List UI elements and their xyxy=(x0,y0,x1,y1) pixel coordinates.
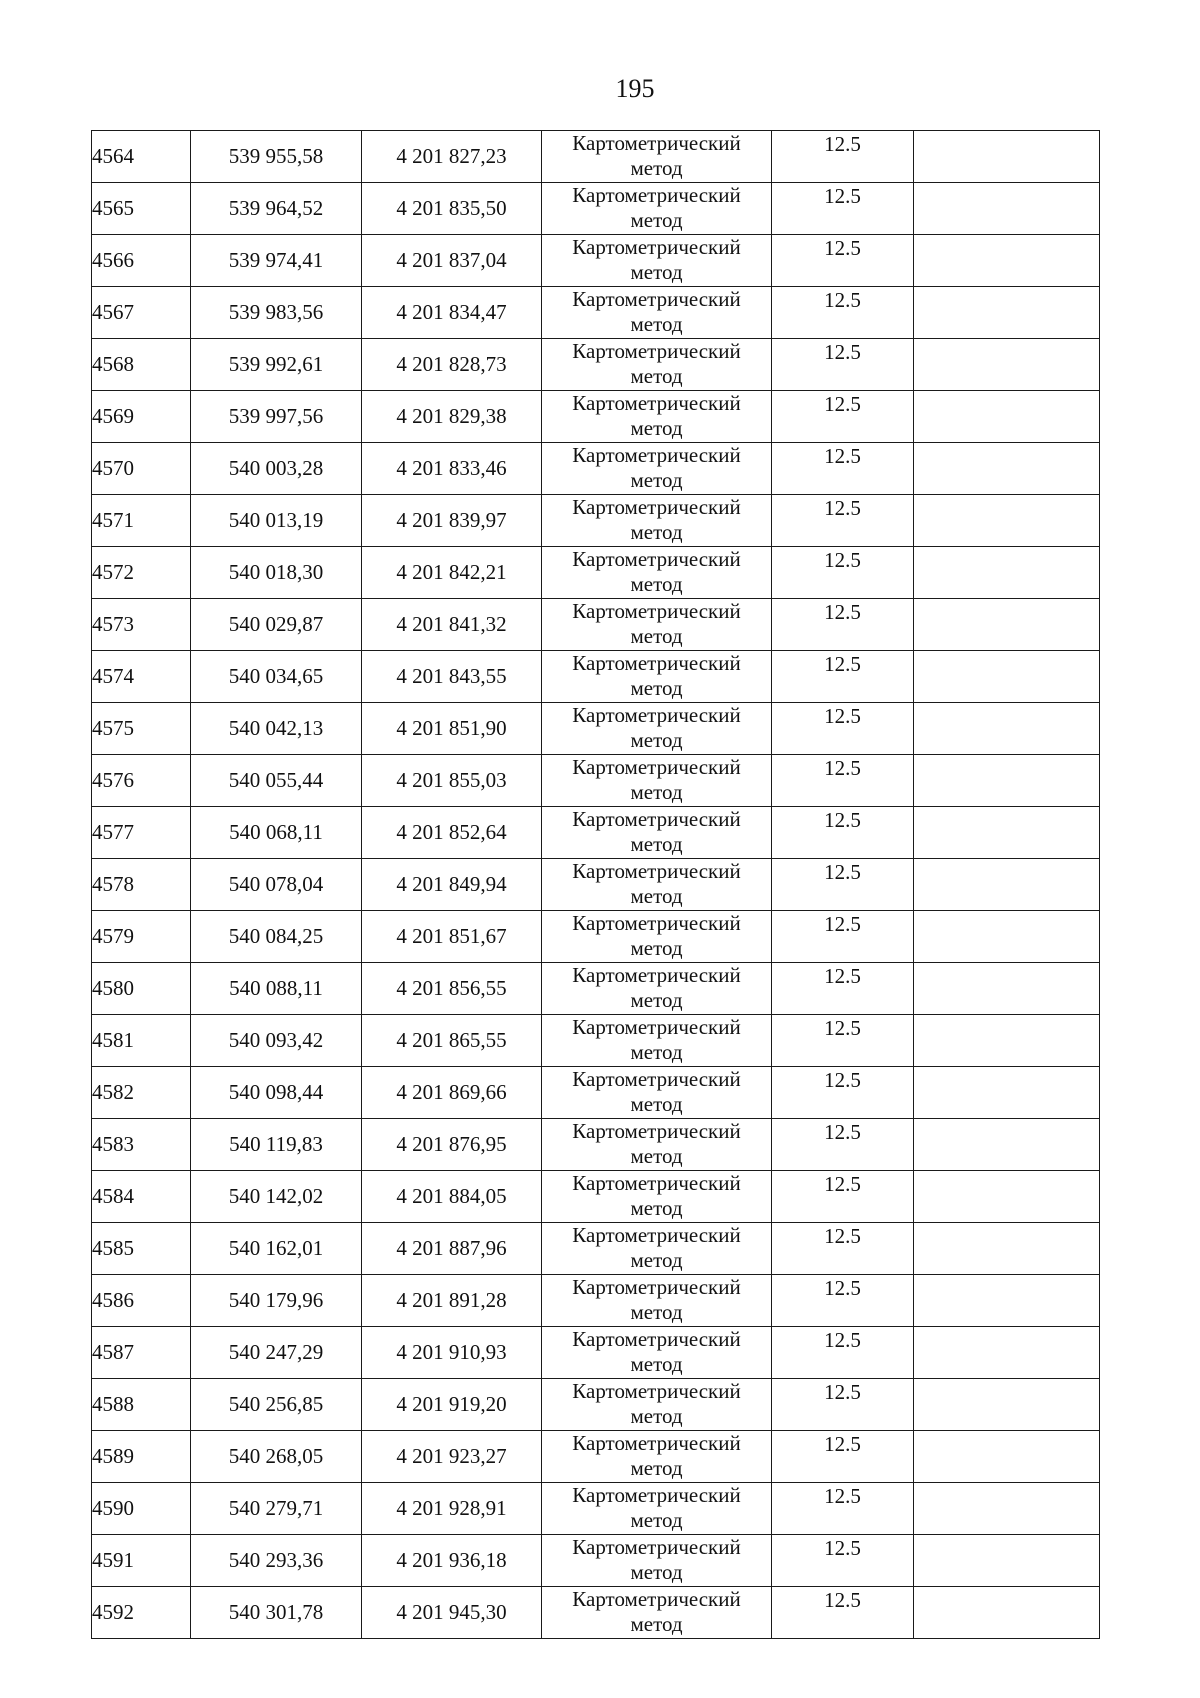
table-row xyxy=(92,1431,1100,1483)
method-line-1: Картометрический xyxy=(572,1483,741,1507)
table-row xyxy=(92,339,1100,391)
x-coordinate-cell: 540 119,83 xyxy=(191,1119,362,1171)
method-line-1: Картометрический xyxy=(572,391,741,415)
method-line-2: метод xyxy=(630,1196,683,1220)
method-line-1: Картометрический xyxy=(572,443,741,467)
method-line-2: метод xyxy=(630,988,683,1012)
page-number: 195 xyxy=(615,74,655,103)
x-coordinate-cell: 540 042,13 xyxy=(191,703,362,755)
description-cell xyxy=(914,1223,1100,1275)
accuracy-cell: 12.5 xyxy=(772,703,914,755)
method-cell xyxy=(542,1015,772,1067)
method-line-2: метод xyxy=(630,1456,683,1480)
table-row xyxy=(92,1483,1100,1535)
method-line-1: Картометрический xyxy=(572,235,741,259)
accuracy-cell: 12.5 xyxy=(772,1431,914,1483)
x-coordinate-cell: 540 034,65 xyxy=(191,651,362,703)
method-line-2: метод xyxy=(630,312,683,336)
y-coordinate-cell: 4 201 827,23 xyxy=(362,131,542,183)
y-coordinate-cell: 4 201 839,97 xyxy=(362,495,542,547)
x-coordinate-cell: 539 992,61 xyxy=(191,339,362,391)
method-cell xyxy=(542,1119,772,1171)
coordinates-table xyxy=(91,130,1100,1639)
accuracy-cell: 12.5 xyxy=(772,131,914,183)
accuracy-cell: 12.5 xyxy=(772,911,914,963)
x-coordinate-cell: 540 162,01 xyxy=(191,1223,362,1275)
x-coordinate-cell: 540 256,85 xyxy=(191,1379,362,1431)
description-cell xyxy=(914,495,1100,547)
table-row xyxy=(92,1535,1100,1587)
point-number-cell: 4581 xyxy=(92,1015,191,1067)
accuracy-cell: 12.5 xyxy=(772,339,914,391)
method-cell xyxy=(542,1171,772,1223)
x-coordinate-cell: 540 247,29 xyxy=(191,1327,362,1379)
x-coordinate-cell: 540 088,11 xyxy=(191,963,362,1015)
method-line-1: Картометрический xyxy=(572,807,741,831)
method-line-2: метод xyxy=(630,936,683,960)
x-coordinate-cell: 540 078,04 xyxy=(191,859,362,911)
description-cell xyxy=(914,755,1100,807)
method-line-2: метод xyxy=(630,416,683,440)
method-line-2: метод xyxy=(630,1560,683,1584)
table-row xyxy=(92,703,1100,755)
point-number-cell: 4569 xyxy=(92,391,191,443)
point-number-cell: 4573 xyxy=(92,599,191,651)
y-coordinate-cell: 4 201 855,03 xyxy=(362,755,542,807)
method-cell xyxy=(542,807,772,859)
point-number-cell: 4575 xyxy=(92,703,191,755)
x-coordinate-cell: 540 055,44 xyxy=(191,755,362,807)
accuracy-cell: 12.5 xyxy=(772,1587,914,1639)
y-coordinate-cell: 4 201 841,32 xyxy=(362,599,542,651)
point-number-cell: 4580 xyxy=(92,963,191,1015)
table-row xyxy=(92,547,1100,599)
method-line-2: метод xyxy=(630,1300,683,1324)
accuracy-cell: 12.5 xyxy=(772,1119,914,1171)
method-line-1: Картометрический xyxy=(572,1015,741,1039)
description-cell xyxy=(914,235,1100,287)
method-line-1: Картометрический xyxy=(572,651,741,675)
table-row xyxy=(92,443,1100,495)
y-coordinate-cell: 4 201 829,38 xyxy=(362,391,542,443)
method-line-2: метод xyxy=(630,1248,683,1272)
y-coordinate-cell: 4 201 945,30 xyxy=(362,1587,542,1639)
description-cell xyxy=(914,1275,1100,1327)
method-cell xyxy=(542,1535,772,1587)
point-number-cell: 4591 xyxy=(92,1535,191,1587)
method-cell xyxy=(542,651,772,703)
method-line-1: Картометрический xyxy=(572,1379,741,1403)
method-cell xyxy=(542,703,772,755)
method-cell xyxy=(542,1431,772,1483)
x-coordinate-cell: 540 068,11 xyxy=(191,807,362,859)
table-row xyxy=(92,859,1100,911)
table-row xyxy=(92,391,1100,443)
table-row xyxy=(92,651,1100,703)
point-number-cell: 4576 xyxy=(92,755,191,807)
accuracy-cell: 12.5 xyxy=(772,1327,914,1379)
method-line-2: метод xyxy=(630,572,683,596)
coordinates-table-body xyxy=(92,131,1100,1639)
y-coordinate-cell: 4 201 849,94 xyxy=(362,859,542,911)
description-cell xyxy=(914,1483,1100,1535)
point-number-cell: 4572 xyxy=(92,547,191,599)
method-cell xyxy=(542,547,772,599)
accuracy-cell: 12.5 xyxy=(772,1015,914,1067)
table-row xyxy=(92,1587,1100,1639)
y-coordinate-cell: 4 201 876,95 xyxy=(362,1119,542,1171)
accuracy-cell: 12.5 xyxy=(772,547,914,599)
description-cell xyxy=(914,287,1100,339)
accuracy-cell: 12.5 xyxy=(772,1275,914,1327)
method-cell xyxy=(542,1067,772,1119)
x-coordinate-cell: 540 098,44 xyxy=(191,1067,362,1119)
table-row xyxy=(92,1067,1100,1119)
table-row xyxy=(92,1275,1100,1327)
method-line-1: Картометрический xyxy=(572,1119,741,1143)
table-row xyxy=(92,911,1100,963)
point-number-cell: 4584 xyxy=(92,1171,191,1223)
point-number-cell: 4571 xyxy=(92,495,191,547)
method-line-1: Картометрический xyxy=(572,1067,741,1091)
method-line-2: метод xyxy=(630,260,683,284)
x-coordinate-cell: 540 268,05 xyxy=(191,1431,362,1483)
description-cell xyxy=(914,547,1100,599)
description-cell xyxy=(914,1379,1100,1431)
accuracy-cell: 12.5 xyxy=(772,807,914,859)
method-line-1: Картометрический xyxy=(572,1587,741,1611)
method-line-2: метод xyxy=(630,208,683,232)
y-coordinate-cell: 4 201 923,27 xyxy=(362,1431,542,1483)
method-line-1: Картометрический xyxy=(572,339,741,363)
y-coordinate-cell: 4 201 852,64 xyxy=(362,807,542,859)
y-coordinate-cell: 4 201 842,21 xyxy=(362,547,542,599)
y-coordinate-cell: 4 201 834,47 xyxy=(362,287,542,339)
x-coordinate-cell: 539 983,56 xyxy=(191,287,362,339)
description-cell xyxy=(914,391,1100,443)
accuracy-cell: 12.5 xyxy=(772,599,914,651)
point-number-cell: 4589 xyxy=(92,1431,191,1483)
description-cell xyxy=(914,703,1100,755)
accuracy-cell: 12.5 xyxy=(772,391,914,443)
method-line-1: Картометрический xyxy=(572,183,741,207)
point-number-cell: 4579 xyxy=(92,911,191,963)
method-line-1: Картометрический xyxy=(572,131,741,155)
accuracy-cell: 12.5 xyxy=(772,183,914,235)
point-number-cell: 4578 xyxy=(92,859,191,911)
y-coordinate-cell: 4 201 928,91 xyxy=(362,1483,542,1535)
method-cell xyxy=(542,599,772,651)
accuracy-cell: 12.5 xyxy=(772,1535,914,1587)
method-cell xyxy=(542,1379,772,1431)
method-line-2: метод xyxy=(630,1144,683,1168)
table-row xyxy=(92,963,1100,1015)
x-coordinate-cell: 539 974,41 xyxy=(191,235,362,287)
x-coordinate-cell: 540 029,87 xyxy=(191,599,362,651)
description-cell xyxy=(914,1015,1100,1067)
method-line-1: Картометрический xyxy=(572,1223,741,1247)
description-cell xyxy=(914,1431,1100,1483)
point-number-cell: 4567 xyxy=(92,287,191,339)
method-line-1: Картометрический xyxy=(572,963,741,987)
y-coordinate-cell: 4 201 837,04 xyxy=(362,235,542,287)
method-cell xyxy=(542,495,772,547)
method-cell xyxy=(542,235,772,287)
point-number-cell: 4568 xyxy=(92,339,191,391)
point-number-cell: 4570 xyxy=(92,443,191,495)
method-line-2: метод xyxy=(630,468,683,492)
description-cell xyxy=(914,443,1100,495)
table-row xyxy=(92,1171,1100,1223)
method-cell xyxy=(542,1587,772,1639)
point-number-cell: 4565 xyxy=(92,183,191,235)
method-line-1: Картометрический xyxy=(572,1327,741,1351)
method-line-1: Картометрический xyxy=(572,755,741,779)
point-number-cell: 4588 xyxy=(92,1379,191,1431)
table-row xyxy=(92,1015,1100,1067)
x-coordinate-cell: 540 179,96 xyxy=(191,1275,362,1327)
description-cell xyxy=(914,651,1100,703)
method-cell xyxy=(542,1275,772,1327)
method-line-2: метод xyxy=(630,364,683,388)
description-cell xyxy=(914,1535,1100,1587)
description-cell xyxy=(914,1171,1100,1223)
table-row xyxy=(92,287,1100,339)
x-coordinate-cell: 540 013,19 xyxy=(191,495,362,547)
method-cell xyxy=(542,287,772,339)
method-line-2: метод xyxy=(630,1508,683,1532)
description-cell xyxy=(914,1587,1100,1639)
y-coordinate-cell: 4 201 910,93 xyxy=(362,1327,542,1379)
method-cell xyxy=(542,859,772,911)
method-line-2: метод xyxy=(630,520,683,544)
x-coordinate-cell: 540 003,28 xyxy=(191,443,362,495)
method-cell xyxy=(542,183,772,235)
method-cell xyxy=(542,963,772,1015)
method-cell xyxy=(542,1483,772,1535)
table-row xyxy=(92,235,1100,287)
table-row xyxy=(92,599,1100,651)
x-coordinate-cell: 539 955,58 xyxy=(191,131,362,183)
method-cell xyxy=(542,443,772,495)
accuracy-cell: 12.5 xyxy=(772,1379,914,1431)
table-row xyxy=(92,1327,1100,1379)
description-cell xyxy=(914,1067,1100,1119)
method-line-1: Картометрический xyxy=(572,911,741,935)
method-line-2: метод xyxy=(630,156,683,180)
method-line-2: метод xyxy=(630,1092,683,1116)
point-number-cell: 4590 xyxy=(92,1483,191,1535)
y-coordinate-cell: 4 201 828,73 xyxy=(362,339,542,391)
x-coordinate-cell: 540 142,02 xyxy=(191,1171,362,1223)
description-cell xyxy=(914,911,1100,963)
method-cell xyxy=(542,911,772,963)
x-coordinate-cell: 540 279,71 xyxy=(191,1483,362,1535)
y-coordinate-cell: 4 201 884,05 xyxy=(362,1171,542,1223)
point-number-cell: 4586 xyxy=(92,1275,191,1327)
y-coordinate-cell: 4 201 936,18 xyxy=(362,1535,542,1587)
y-coordinate-cell: 4 201 865,55 xyxy=(362,1015,542,1067)
method-line-2: метод xyxy=(630,832,683,856)
y-coordinate-cell: 4 201 851,90 xyxy=(362,703,542,755)
y-coordinate-cell: 4 201 843,55 xyxy=(362,651,542,703)
table-row xyxy=(92,1223,1100,1275)
description-cell xyxy=(914,807,1100,859)
point-number-cell: 4564 xyxy=(92,131,191,183)
description-cell xyxy=(914,963,1100,1015)
method-line-1: Картометрический xyxy=(572,495,741,519)
method-cell xyxy=(542,1327,772,1379)
accuracy-cell: 12.5 xyxy=(772,1171,914,1223)
method-cell xyxy=(542,131,772,183)
point-number-cell: 4585 xyxy=(92,1223,191,1275)
description-cell xyxy=(914,183,1100,235)
method-cell xyxy=(542,339,772,391)
x-coordinate-cell: 540 093,42 xyxy=(191,1015,362,1067)
method-line-2: метод xyxy=(630,624,683,648)
y-coordinate-cell: 4 201 856,55 xyxy=(362,963,542,1015)
method-line-1: Картометрический xyxy=(572,547,741,571)
method-cell xyxy=(542,1223,772,1275)
point-number-cell: 4587 xyxy=(92,1327,191,1379)
method-line-1: Картометрический xyxy=(572,599,741,623)
x-coordinate-cell: 539 997,56 xyxy=(191,391,362,443)
method-line-1: Картометрический xyxy=(572,703,741,727)
method-line-1: Картометрический xyxy=(572,859,741,883)
y-coordinate-cell: 4 201 869,66 xyxy=(362,1067,542,1119)
accuracy-cell: 12.5 xyxy=(772,755,914,807)
description-cell xyxy=(914,859,1100,911)
point-number-cell: 4582 xyxy=(92,1067,191,1119)
description-cell xyxy=(914,1327,1100,1379)
point-number-cell: 4577 xyxy=(92,807,191,859)
accuracy-cell: 12.5 xyxy=(772,651,914,703)
description-cell xyxy=(914,599,1100,651)
method-line-2: метод xyxy=(630,884,683,908)
y-coordinate-cell: 4 201 887,96 xyxy=(362,1223,542,1275)
accuracy-cell: 12.5 xyxy=(772,287,914,339)
x-coordinate-cell: 539 964,52 xyxy=(191,183,362,235)
table-row xyxy=(92,495,1100,547)
method-line-2: метод xyxy=(630,1040,683,1064)
y-coordinate-cell: 4 201 891,28 xyxy=(362,1275,542,1327)
method-line-2: метод xyxy=(630,1352,683,1376)
point-number-cell: 4566 xyxy=(92,235,191,287)
description-cell xyxy=(914,1119,1100,1171)
point-number-cell: 4574 xyxy=(92,651,191,703)
x-coordinate-cell: 540 084,25 xyxy=(191,911,362,963)
y-coordinate-cell: 4 201 851,67 xyxy=(362,911,542,963)
description-cell xyxy=(914,131,1100,183)
method-line-1: Картометрический xyxy=(572,1431,741,1455)
table-row xyxy=(92,1119,1100,1171)
point-number-cell: 4583 xyxy=(92,1119,191,1171)
method-line-1: Картометрический xyxy=(572,1275,741,1299)
method-line-2: метод xyxy=(630,1612,683,1636)
description-cell xyxy=(914,339,1100,391)
accuracy-cell: 12.5 xyxy=(772,443,914,495)
x-coordinate-cell: 540 018,30 xyxy=(191,547,362,599)
accuracy-cell: 12.5 xyxy=(772,1223,914,1275)
table-row xyxy=(92,1379,1100,1431)
method-cell xyxy=(542,755,772,807)
method-line-2: метод xyxy=(630,676,683,700)
x-coordinate-cell: 540 293,36 xyxy=(191,1535,362,1587)
accuracy-cell: 12.5 xyxy=(772,859,914,911)
table-row xyxy=(92,807,1100,859)
y-coordinate-cell: 4 201 835,50 xyxy=(362,183,542,235)
method-cell xyxy=(542,391,772,443)
accuracy-cell: 12.5 xyxy=(772,1483,914,1535)
accuracy-cell: 12.5 xyxy=(772,495,914,547)
x-coordinate-cell: 540 301,78 xyxy=(191,1587,362,1639)
method-line-1: Картометрический xyxy=(572,1535,741,1559)
method-line-2: метод xyxy=(630,780,683,804)
table-row xyxy=(92,183,1100,235)
accuracy-cell: 12.5 xyxy=(772,963,914,1015)
method-line-2: метод xyxy=(630,1404,683,1428)
method-line-1: Картометрический xyxy=(572,1171,741,1195)
y-coordinate-cell: 4 201 919,20 xyxy=(362,1379,542,1431)
accuracy-cell: 12.5 xyxy=(772,1067,914,1119)
method-line-1: Картометрический xyxy=(572,287,741,311)
method-line-2: метод xyxy=(630,728,683,752)
accuracy-cell: 12.5 xyxy=(772,235,914,287)
y-coordinate-cell: 4 201 833,46 xyxy=(362,443,542,495)
table-row xyxy=(92,755,1100,807)
point-number-cell: 4592 xyxy=(92,1587,191,1639)
table-row xyxy=(92,131,1100,183)
